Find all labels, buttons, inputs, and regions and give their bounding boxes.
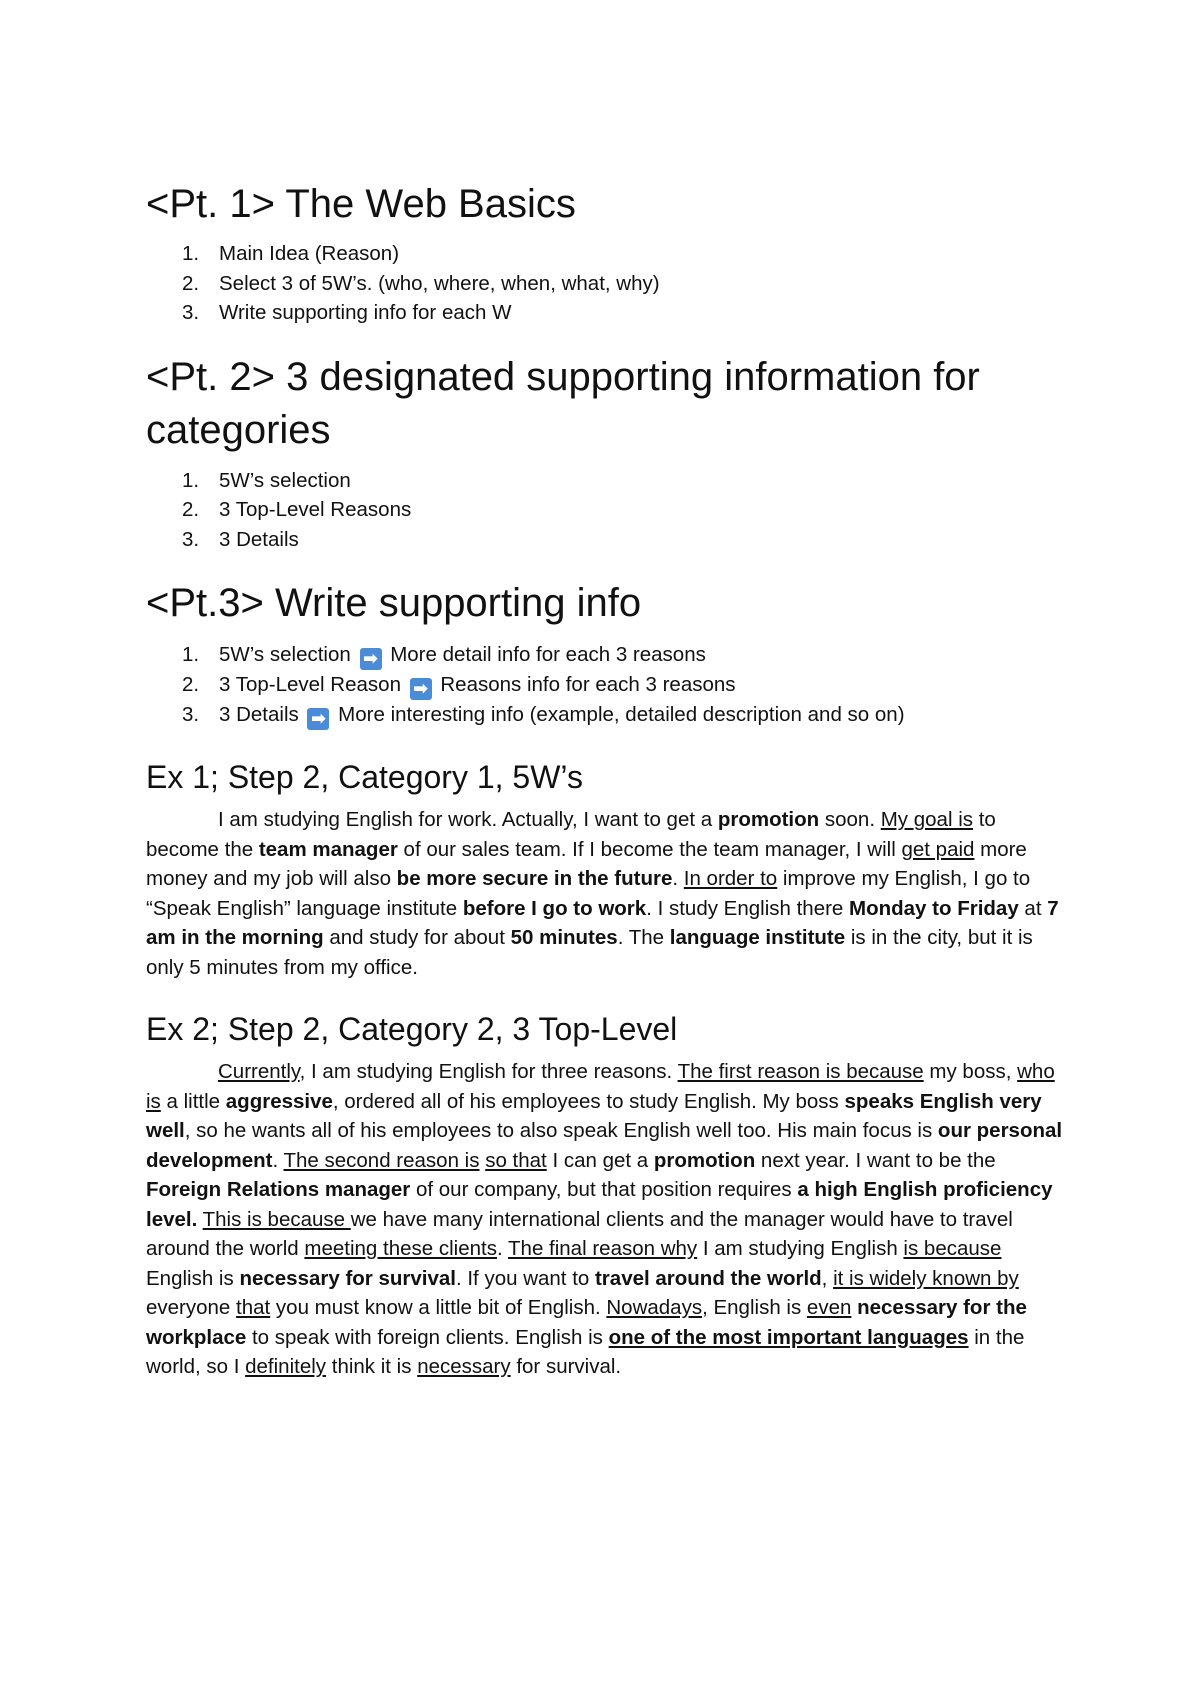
text-run: at [1018, 896, 1048, 920]
bold-text: 7 am in the morning [146, 896, 1059, 949]
list-item-detail: More interesting info (example, detailed description and so on) [338, 703, 905, 726]
right-arrow-icon: ➡ [307, 708, 329, 730]
list-pt2 [146, 466, 1066, 555]
list-pt3 [146, 640, 1066, 730]
underlined-text: Nowadays [606, 1296, 703, 1319]
underlined-text: one of the most important languages [608, 1325, 969, 1349]
list-item: 2. 3 Top-Level Reasons [182, 498, 412, 521]
heading-ex1: Ex 1; Step 2, Category 1, 5W’s [146, 759, 583, 795]
text-run: we have many international clients and the manager would have to travel around the world [146, 1207, 1013, 1260]
text-run: I can get a [546, 1148, 654, 1172]
bold-text: our personal development [146, 1119, 1063, 1172]
text-run: and study for about [323, 926, 511, 949]
bold-text: promotion [717, 808, 820, 831]
bold-text: language institute [669, 926, 846, 949]
text-run: . If you want to [455, 1266, 595, 1290]
text-run: to become the [146, 808, 996, 861]
list-item: 3. 3 Details ➡ More interesting info (example, detailed description and so on) [182, 703, 905, 728]
right-arrow-icon: ➡ [360, 648, 382, 670]
list-item-text: Write supporting info for each W [219, 301, 512, 324]
list-item-text: Main Idea (Reason) [219, 242, 400, 265]
text-run: in the world, so I [146, 1325, 1025, 1378]
paragraph-ex2 [146, 1057, 1066, 1382]
list-item: 3. 3 Details [182, 527, 299, 551]
text-run: think it is [326, 1355, 418, 1378]
bold-text: speaks English very well [146, 1089, 1042, 1142]
underlined-text: who is [146, 1060, 1055, 1113]
list-item-text: 3 Details [219, 527, 299, 551]
text-run: , I am studying English for three reasons. [299, 1060, 678, 1083]
text-run: is in the city, but it is only 5 minutes from my office. [146, 926, 1033, 979]
text-run: you must know a little bit of English. [270, 1296, 607, 1319]
paragraph-ex1 [146, 805, 1066, 982]
text-run: , English is [702, 1296, 807, 1319]
text-run: my boss, [923, 1060, 1018, 1083]
list-item-text: 3 Details [219, 703, 299, 726]
bold-text: 50 minutes [510, 926, 618, 949]
list-item-text: 3 Top-Level Reasons [219, 498, 412, 521]
underlined-text: meeting these clients [304, 1237, 497, 1260]
underlined-text: The second reason is [283, 1148, 480, 1172]
heading-pt2: <Pt. 2> 3 designated supporting information for categories [146, 354, 980, 452]
underlined-text: it is widely known by [833, 1266, 1019, 1290]
bold-text: aggressive [225, 1089, 333, 1113]
bold-text: travel around the world [594, 1266, 822, 1290]
text-run: English is [146, 1266, 240, 1290]
bold-text: team manager [258, 837, 398, 861]
list-item: 2. Select 3 of 5W’s. (who, where, when, what, why) [182, 271, 660, 295]
bold-underlined-text [609, 1326, 969, 1349]
heading-ex2: Ex 2; Step 2, Category 2, 3 Top-Level [146, 1011, 678, 1047]
text-run: I am studying English [697, 1237, 904, 1260]
text-run: of our company, but that position requires [410, 1178, 798, 1201]
right-arrow-icon: ➡ [410, 678, 432, 700]
text-run: more money and my job will also [146, 837, 1027, 890]
bold-text: before I go to work [462, 896, 647, 920]
list-item-text: 5W’s selection [219, 643, 351, 666]
text-run: . [272, 1148, 284, 1172]
list-pt1 [146, 239, 1066, 328]
text-run: everyone [146, 1296, 237, 1319]
text-run: a little [160, 1089, 226, 1113]
text-run: . The [617, 926, 670, 949]
bold-text: Foreign Relations manager [146, 1178, 411, 1201]
list-item-detail: More detail info for each 3 reasons [390, 643, 706, 666]
text-run: of our sales team. If I become the team manager, I will [397, 837, 902, 861]
underlined-text: The final reason why [508, 1237, 698, 1260]
text-run: I am studying English for work. Actually, I want to get a [218, 808, 718, 831]
document-page [146, 178, 1066, 1382]
bold-text: Monday to Friday [849, 896, 1019, 920]
underlined-text: necessary [417, 1355, 511, 1378]
list-item-text: 5W’s selection [219, 468, 351, 492]
list-item-text: Select 3 of 5W’s. (who, where, when, what, why) [219, 271, 660, 295]
text-run: . I study English there [646, 896, 850, 920]
heading-pt3: <Pt.3> Write supporting info [146, 581, 642, 625]
list-item: 1. 5W’s selection ➡ More detail info for each 3 reasons [182, 643, 706, 668]
text-run: soon. [819, 808, 881, 831]
list-item: 2. 3 Top-Level Reason ➡ Reasons info for each 3 reasons [182, 673, 736, 698]
text-run: next year. I want to be the [755, 1148, 996, 1172]
underlined-text: The first reason is because [677, 1060, 924, 1083]
underlined-text: so that [485, 1148, 547, 1172]
text-run: for survival. [510, 1355, 622, 1378]
text-run: improve my English, I go to “Speak English” language institute [146, 867, 1031, 920]
underlined-text: In order to [683, 867, 778, 890]
underlined-text: that [236, 1296, 271, 1319]
text-run: , [821, 1266, 834, 1290]
bold-text: be more secure in the future [396, 867, 673, 890]
bold-text: necessary for the workplace [146, 1296, 1027, 1349]
list-item-text: 3 Top-Level Reason [219, 673, 401, 696]
bold-text: a high English proficiency level. [146, 1178, 1053, 1231]
underlined-text: Currently [218, 1060, 300, 1083]
bold-text: promotion [653, 1148, 756, 1172]
text-run: . [496, 1237, 509, 1260]
bold-text: necessary for survival [239, 1266, 456, 1290]
list-item: 1. Main Idea (Reason) [182, 242, 400, 265]
list-item: 1. 5W’s selection [182, 468, 351, 492]
underlined-text: is because [903, 1237, 1002, 1260]
list-item-detail: Reasons info for each 3 reasons [440, 673, 736, 696]
underlined-text: definitely [245, 1355, 327, 1378]
heading-pt1: <Pt. 1> The Web Basics [146, 182, 576, 226]
text-run: to speak with foreign clients. English is [246, 1325, 609, 1349]
list-item: 3. Write supporting info for each W [182, 301, 512, 324]
underlined-text: This is because [202, 1207, 351, 1231]
text-run: , so he wants all of his employees to also speak English well too. His main focus is [184, 1119, 938, 1142]
text-run: . [672, 867, 684, 890]
underlined-text: even [806, 1296, 852, 1319]
underlined-text: get paid [901, 837, 975, 861]
text-run: , ordered all of his employees to study English. My boss [332, 1089, 845, 1113]
underlined-text: My goal is [880, 808, 973, 831]
